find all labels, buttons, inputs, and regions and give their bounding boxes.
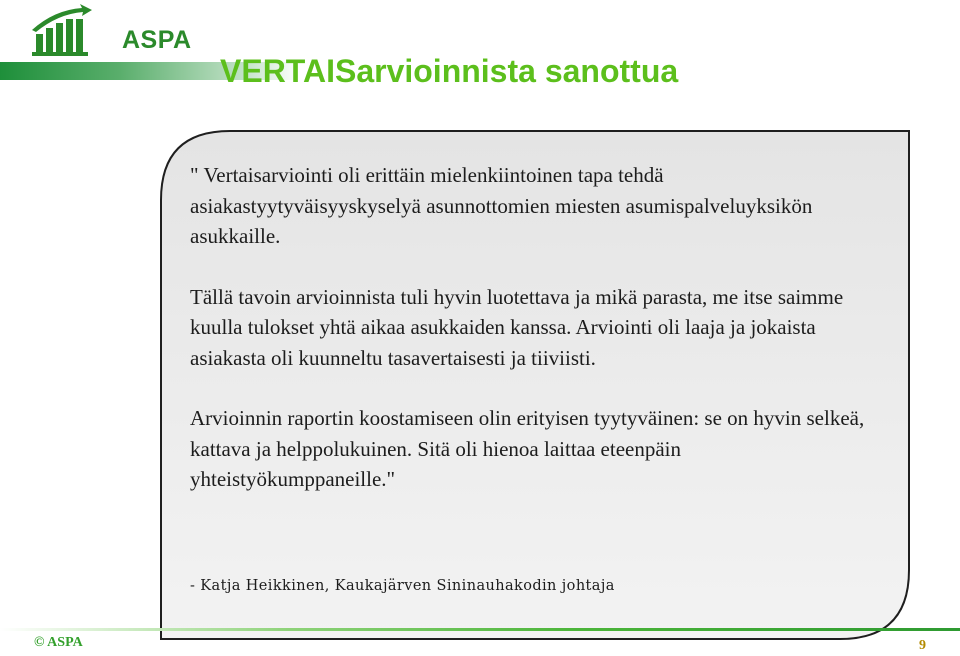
footer-gradient-bar [0,628,960,631]
quote-paragraph: " Vertaisarviointi oli erittäin mielenkiintoinen tapa tehdä asiakastyytyväisyyskyselyä asunnottomien miesten asumispalveluyksikön asukkaille. [190,163,813,248]
aspa-logo [30,4,192,60]
quote-card [160,130,910,640]
quote-paragraph: Arvioinnin raportin koostamiseen olin erityisen tyytyväinen: se on hyvin selkeä, kattava ja helppolukuinen. Sitä oli hienoa laittaa eteenpäin yhteistyökumppaneille." [190,406,865,491]
quote-paragraph: Tällä tavoin arvioinnista tuli hyvin luotettava ja mikä parasta, me itse saimme kuulla tulokset yhtä aikaa asukkaiden kanssa. Arviointi oli laaja ja jokaista asiakasta oli kuunneltu tasavertaisesti ja tiiviisti. [190,284,844,370]
brand-name: ASPA [122,26,192,54]
page-title: VERTAISarvioinnista sanottua [220,53,679,89]
quote-body [190,160,890,495]
building-chart-icon [30,4,94,56]
page-number: 9 [919,638,926,653]
quote-signature: - Katja Heikkinen, Kaukajärven Sininauhakodin johtaja [190,578,615,594]
copyright-text: © ASPA [34,635,83,650]
